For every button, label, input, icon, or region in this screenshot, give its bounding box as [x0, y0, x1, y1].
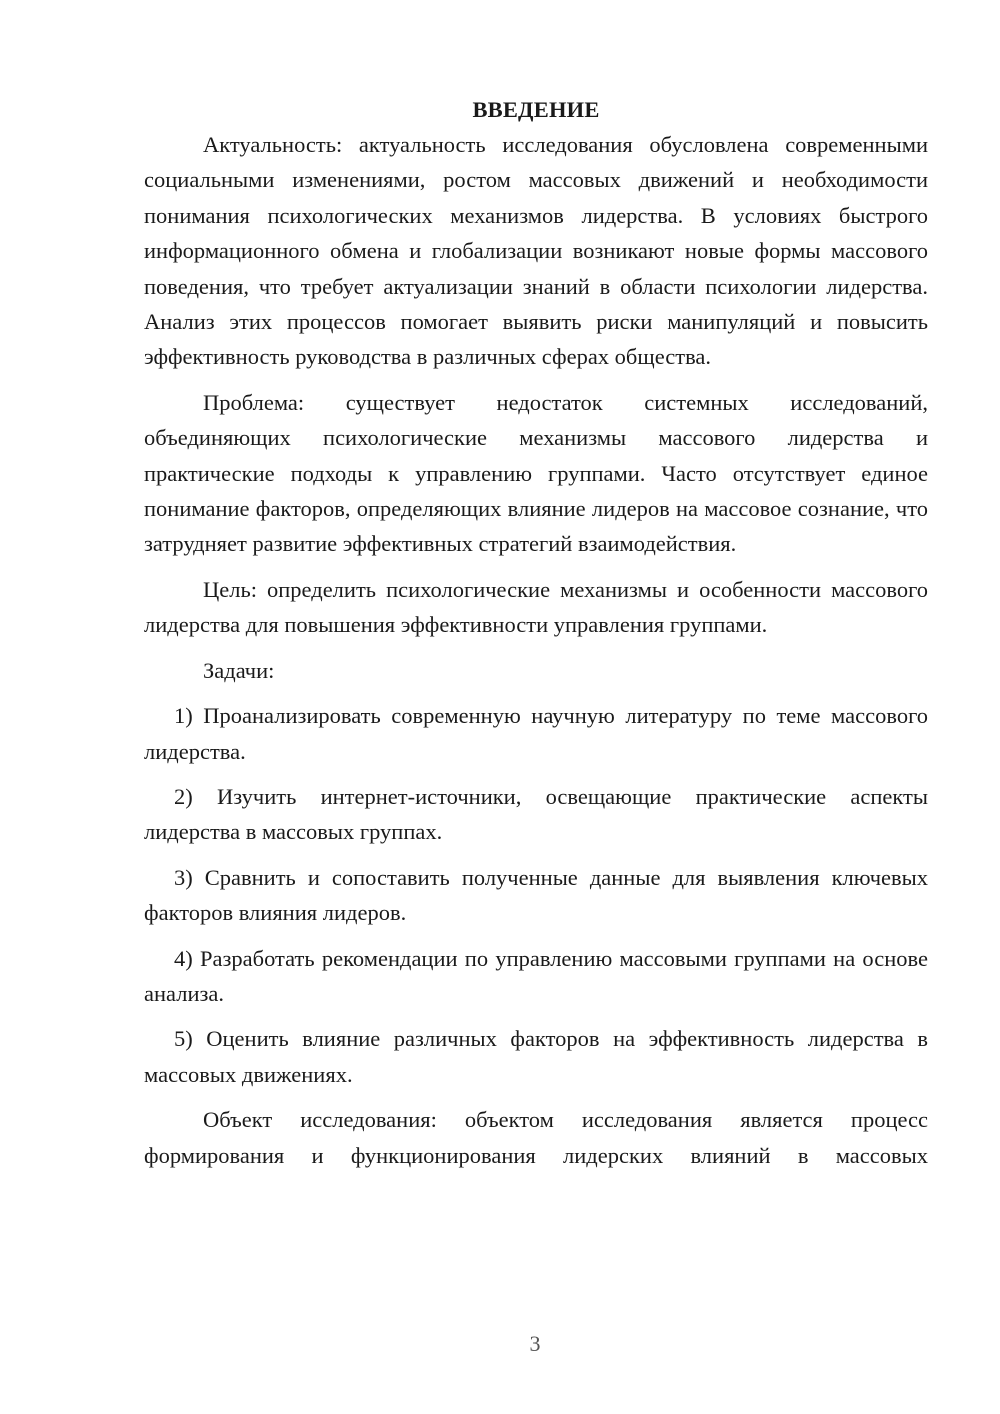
paragraph-object: Объект исследования: объектом исследования является процесс формирования и функционирования лидерских влияний в массовых: [144, 1107, 928, 1168]
task-item-2: 2) Изучить интернет-источники, освещающие практические аспекты лидерства в массовых группах.: [144, 783, 928, 845]
tasks-heading: Задачи:: [203, 657, 275, 683]
paragraph-relevance: Актуальность: актуальность исследования обусловлена современными социальными изменениями, ростом массовых движений и необходимости понимания психологических механизмов лидерства. В условиях быстрого информационного обмена и глобализации возникают новые формы массового поведения, что требует актуализации знаний в области психологии лидерства. Анализ этих процессов помогает выявить риски манипуляций и повысить эффективность руководства в различных сферах общества.: [144, 132, 928, 370]
paragraph-goal: Цель: определить психологические механизмы и особенности массового лидерства для повышения эффективности управления группами.: [144, 576, 928, 638]
section-title: ВВЕДЕНИЕ: [472, 97, 600, 122]
page-number: 3: [529, 1331, 541, 1356]
document-page: [144, 92, 928, 1183]
task-item-1: 1) Проанализировать современную научную литературу по теме массового лидерства.: [144, 703, 928, 764]
task-item-5: 5) Оценить влияние различных факторов на эффективность лидерства в массовых движениях.: [144, 1026, 928, 1087]
task-item-3: 3) Сравнить и сопоставить полученные данные для выявления ключевых факторов влияния лидеров.: [144, 864, 928, 926]
task-item-4: 4) Разработать рекомендации по управлению массовыми группами на основе анализа.: [144, 945, 928, 1006]
paragraph-problem: Проблема: существует недостаток системных исследований, объединяющих психологические механизмы массового лидерства и практические подходы к управлению группами. Часто отсутствует единое понимание факторов, определяющих влияние лидеров на массовое сознание, что затрудняет развитие эффективных стратегий взаимодействия.: [144, 389, 928, 557]
